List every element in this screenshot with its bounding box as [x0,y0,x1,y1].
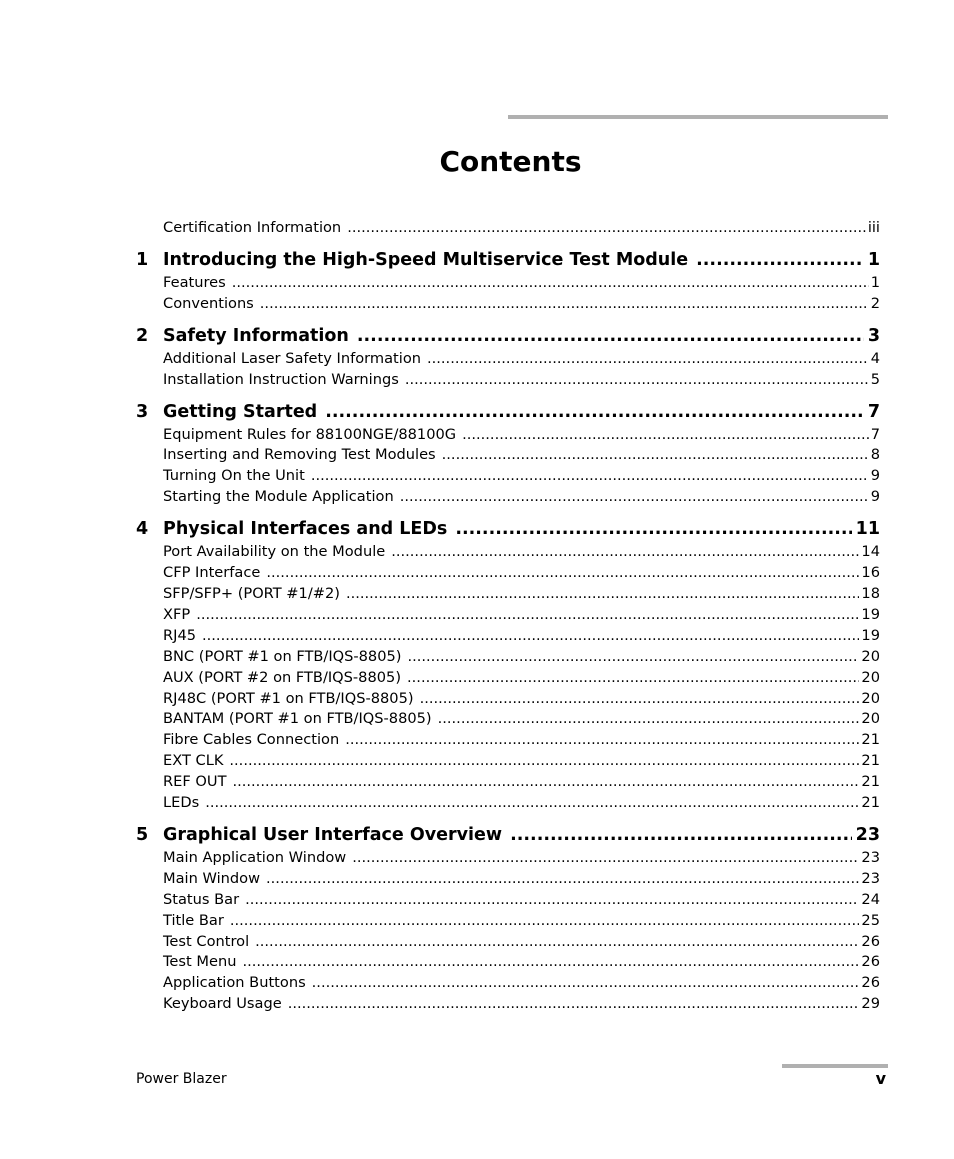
toc-entry-title: CFP Interface [163,564,261,582]
dot-leader [260,294,869,315]
dot-leader [462,425,869,446]
toc-entry[interactable] [136,294,880,315]
chapter-number: 2 [136,325,149,346]
dot-leader [405,370,869,391]
dot-leader [438,709,860,730]
toc-entry-page: 20 [861,668,880,686]
toc-entry-page: 21 [861,794,880,812]
toc-entry-page: 2 [870,294,880,312]
toc-entry-page: 23 [861,848,880,866]
toc-entry[interactable] [136,772,880,793]
toc-chapter-4[interactable] [136,517,880,541]
toc-entry-page: 9 [870,467,880,485]
toc-entry-title: Additional Laser Safety Information [163,349,421,367]
toc-entry-page: 20 [861,647,880,665]
dot-leader [455,517,851,541]
toc-entry-title: Certification Information [163,219,342,236]
chapter-title: Physical Interfaces and LEDs [163,519,448,540]
toc-entry[interactable] [136,542,880,563]
toc-entry-title: RJ45 [163,626,197,644]
toc-entry[interactable] [136,605,880,626]
toc-entry-title: Inserting and Removing Test Modules [163,446,436,464]
dot-leader [427,349,869,370]
toc-entry-page: 21 [861,731,880,749]
dot-leader [312,973,860,994]
dot-leader [357,324,864,348]
chapter-page: 1 [867,249,880,270]
toc-entry-title: Title Bar [163,911,224,929]
dot-leader [229,751,859,772]
dot-leader [255,932,859,953]
toc-entry-page: iii [867,219,880,236]
footer-page-number: v [875,1069,886,1088]
dot-leader [407,647,859,668]
toc-entry-title: Main Window [163,869,261,887]
toc-entry[interactable] [136,751,880,772]
toc-entry-title: Test Control [163,932,250,950]
toc-entry[interactable] [136,466,880,487]
toc-entry[interactable] [136,793,880,814]
dot-leader [352,848,859,869]
toc-entry-page: 4 [870,349,880,367]
dot-leader [442,445,869,466]
dot-leader [230,911,860,932]
toc-entry[interactable] [136,848,880,869]
toc-entry-page: 16 [861,564,880,582]
toc-entry-certification[interactable] [136,218,880,239]
table-of-contents [136,218,880,1015]
toc-entry-title: Keyboard Usage [163,995,282,1013]
toc-entry-page: 9 [870,488,880,506]
toc-entry[interactable] [136,911,880,932]
toc-entry-page: 20 [861,710,880,728]
dot-leader [510,823,852,847]
toc-entry[interactable] [136,349,880,370]
toc-entry-page: 24 [861,890,880,908]
toc-entry-page: 26 [861,932,880,950]
toc-entry-page: 26 [861,974,880,992]
toc-entry-title: RJ48C (PORT #1 on FTB/IQS-8805) [163,689,414,707]
toc-entry-title: Port Availability on the Module [163,543,386,561]
toc-entry-title: Starting the Module Application [163,488,394,506]
toc-entry-page: 8 [870,446,880,464]
bottom-rule [782,1064,888,1068]
toc-entry-title: Application Buttons [163,974,306,992]
toc-entry-title: REF OUT [163,773,227,791]
toc-chapter-3[interactable] [136,400,880,424]
chapter-title: Safety Information [163,325,349,346]
toc-entry-page: 21 [861,773,880,791]
toc-entry-page: 20 [861,689,880,707]
toc-entry-title: Fibre Cables Connection [163,731,340,749]
toc-entry-title: Turning On the Unit [163,467,305,485]
toc-entry[interactable] [136,994,880,1015]
toc-entry-title: AUX (PORT #2 on FTB/IQS-8805) [163,668,402,686]
toc-chapter-1[interactable] [136,248,880,272]
toc-entry-page: 19 [861,605,880,623]
toc-entry[interactable] [136,584,880,605]
dot-leader [311,466,869,487]
chapter-number: 1 [136,249,149,270]
toc-entry-page: 19 [861,626,880,644]
toc-entry[interactable] [136,668,880,689]
dot-leader [202,626,859,647]
toc-entry-title: BNC (PORT #1 on FTB/IQS-8805) [163,647,402,665]
toc-entry[interactable] [136,730,880,751]
toc-entry-page: 29 [861,995,880,1013]
toc-entry-page: 25 [861,911,880,929]
dot-leader [347,218,866,239]
toc-entry[interactable] [136,370,880,391]
toc-entry[interactable] [136,932,880,953]
dot-leader [346,584,859,605]
toc-entry-title: Status Bar [163,890,240,908]
chapter-page: 11 [855,519,880,540]
dot-leader [266,563,859,584]
chapter-title: Getting Started [163,401,318,422]
chapter-page: 3 [867,325,880,346]
chapter-page: 23 [855,824,880,845]
dot-leader [232,772,859,793]
toc-entry[interactable] [136,425,880,446]
toc-entry-page: 23 [861,869,880,887]
dot-leader [242,952,859,973]
dot-leader [345,730,859,751]
toc-entry-page: 26 [861,953,880,971]
toc-entry[interactable] [136,973,880,994]
toc-entry-title: Main Application Window [163,848,347,866]
chapter-number: 3 [136,401,149,422]
toc-entry-title: Test Menu [163,953,237,971]
toc-chapter-2[interactable] [136,324,880,348]
dot-leader [196,605,859,626]
toc-entry-title: Features [163,273,226,291]
page-title: Contents [439,145,582,178]
dot-leader [391,542,859,563]
toc-entry-title: Installation Instruction Warnings [163,370,399,388]
toc-entry[interactable] [136,952,880,973]
dot-leader [266,869,859,890]
toc-entry-page: 5 [870,370,880,388]
toc-entry[interactable] [136,563,880,584]
toc-entry[interactable] [136,273,880,294]
toc-entry[interactable] [136,445,880,466]
toc-entry-title: Equipment Rules for 88100NGE/88100G [163,425,457,443]
dot-leader [325,400,864,424]
toc-entry[interactable] [136,890,880,911]
toc-chapter-5[interactable] [136,823,880,847]
toc-entry-title: XFP [163,605,191,623]
top-rule [508,115,888,119]
dot-leader [696,248,864,272]
dot-leader [232,273,869,294]
toc-entry-page: 7 [870,425,880,443]
toc-entry-page: 14 [861,543,880,561]
footer-product-name: Power Blazer [136,1071,227,1087]
toc-entry-title: BANTAM (PORT #1 on FTB/IQS-8805) [163,710,432,728]
dot-leader [245,890,859,911]
toc-entry-page: 21 [861,752,880,770]
toc-entry-title: Conventions [163,294,254,312]
toc-entry[interactable] [136,487,880,508]
toc-entry[interactable] [136,626,880,647]
chapter-title: Graphical User Interface Overview [163,824,503,845]
toc-entry[interactable] [136,709,880,730]
toc-entry-title: LEDs [163,794,200,812]
toc-entry-page: 18 [861,584,880,602]
toc-entry[interactable] [136,647,880,668]
toc-entry[interactable] [136,869,880,890]
toc-entry-title: SFP/SFP+ (PORT #1/#2) [163,584,340,602]
chapter-page: 7 [867,401,880,422]
dot-leader [407,668,859,689]
dot-leader [400,487,869,508]
toc-entry-title: EXT CLK [163,752,224,770]
dot-leader [205,793,859,814]
chapter-number: 4 [136,519,149,540]
toc-entry[interactable] [136,689,880,710]
chapter-number: 5 [136,824,149,845]
toc-entry-page: 1 [870,273,880,291]
dot-leader [288,994,860,1015]
dot-leader [420,689,860,710]
chapter-title: Introducing the High-Speed Multiservice Test Module [163,249,689,270]
